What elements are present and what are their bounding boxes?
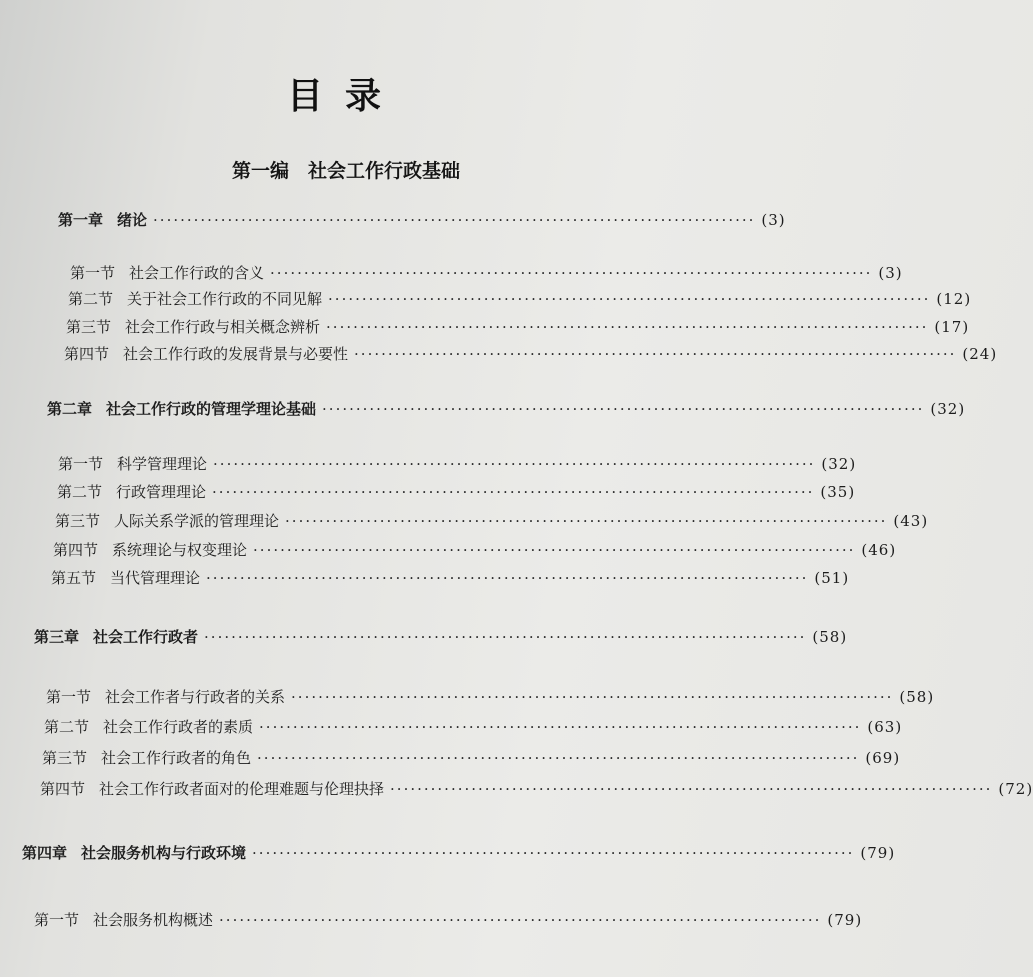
section-label: 第一节 [58, 455, 104, 473]
section-label: 第四节 [64, 345, 110, 363]
chapter-label: 第四章 [22, 844, 68, 862]
toc-section-2-5[interactable] [51, 567, 850, 589]
dot-leader: ························································································· [285, 512, 888, 530]
dot-leader: ························································································· [291, 688, 894, 706]
section-title: 科学管理理论 [117, 455, 208, 473]
page-number: (12) [936, 290, 972, 308]
chapter-title: 社会工作行政者 [93, 628, 199, 646]
section-label: 第四节 [53, 541, 99, 559]
page-number: (46) [861, 541, 897, 559]
section-label: 第一节 [70, 264, 116, 282]
page-number: (43) [893, 512, 929, 530]
toc-chapter-1[interactable] [58, 209, 786, 231]
dot-leader: ························································································· [213, 455, 816, 473]
section-label: 第二节 [57, 483, 103, 501]
dot-leader: ························································································· [219, 911, 822, 929]
toc-section-1-3[interactable] [66, 316, 970, 338]
section-title: 社会工作行政的含义 [129, 264, 265, 282]
page-number: (3) [761, 211, 786, 229]
dot-leader: ························································································· [252, 844, 855, 862]
section-title: 行政管理理论 [116, 483, 207, 501]
page-title: 目录 [286, 76, 403, 117]
chapter-title: 绪论 [117, 211, 148, 229]
toc-section-2-3[interactable] [55, 510, 929, 532]
dot-leader: ························································································· [257, 749, 860, 767]
page-number: (24) [962, 345, 998, 363]
section-title: 社会工作行政者面对的伦理难题与伦理抉择 [99, 780, 385, 798]
toc-section-3-2[interactable] [44, 716, 903, 738]
toc-section-2-1[interactable] [58, 453, 857, 475]
toc-section-3-3[interactable] [42, 747, 901, 769]
section-label: 第三节 [55, 512, 101, 530]
chapter-label: 第二章 [47, 400, 93, 418]
dot-leader: ························································································· [328, 290, 931, 308]
toc-section-2-4[interactable] [53, 539, 897, 561]
page-number: (35) [820, 483, 856, 501]
toc-chapter-4[interactable] [22, 842, 896, 864]
toc-section-2-2[interactable] [57, 481, 856, 503]
section-label: 第四节 [40, 780, 86, 798]
section-label: 第二节 [44, 718, 90, 736]
page-number: (32) [930, 400, 966, 418]
section-label: 第二节 [68, 290, 114, 308]
toc-chapter-3[interactable] [34, 626, 848, 648]
page-number: (58) [899, 688, 935, 706]
section-title: 系统理论与权变理论 [112, 541, 248, 559]
page-number: (79) [827, 911, 863, 929]
section-title: 社会工作行政者的素质 [103, 718, 254, 736]
page-number: (17) [934, 318, 970, 336]
page-number: (51) [814, 569, 850, 587]
chapter-label: 第三章 [34, 628, 80, 646]
section-title: 社会工作行政与相关概念辨析 [125, 318, 321, 336]
section-label: 第一节 [46, 688, 92, 706]
toc-section-1-4[interactable] [64, 343, 998, 365]
toc-section-1-1[interactable] [70, 262, 903, 284]
dot-leader: ························································································· [326, 318, 929, 336]
section-label: 第三节 [66, 318, 112, 336]
toc-section-1-2[interactable] [68, 288, 972, 310]
page-number: (3) [878, 264, 903, 282]
dot-leader: ························································································· [270, 264, 873, 282]
dot-leader: ························································································· [322, 400, 925, 418]
page-number: (79) [860, 844, 896, 862]
chapter-title: 社会服务机构与行政环境 [81, 844, 247, 862]
dot-leader: ························································································· [153, 211, 756, 229]
section-label: 第三节 [42, 749, 88, 767]
section-title: 人际关系学派的管理理论 [114, 512, 280, 530]
page-number: (69) [865, 749, 901, 767]
dot-leader: ························································································· [204, 628, 807, 646]
section-title: 社会工作行政的发展背景与必要性 [123, 345, 349, 363]
dot-leader: ························································································· [212, 483, 815, 501]
dot-leader: ························································································· [390, 780, 993, 798]
page-number: (72) [998, 780, 1033, 798]
toc-section-3-1[interactable] [46, 686, 935, 708]
chapter-label: 第一章 [58, 211, 104, 229]
section-title: 社会工作行政者的角色 [101, 749, 252, 767]
page-number: (32) [821, 455, 857, 473]
toc-section-3-4[interactable] [40, 778, 1033, 800]
dot-leader: ························································································· [259, 718, 862, 736]
toc-chapter-2[interactable] [47, 398, 966, 420]
page-number: (58) [812, 628, 848, 646]
part-heading: 第一编 社会工作行政基础 [231, 160, 460, 182]
page-number: (63) [867, 718, 903, 736]
section-label: 第五节 [51, 569, 97, 587]
section-title: 当代管理理论 [110, 569, 201, 587]
section-label: 第一节 [34, 911, 80, 929]
toc-section-4-1[interactable] [34, 909, 863, 931]
dot-leader: ························································································· [206, 569, 809, 587]
section-title: 关于社会工作行政的不同见解 [127, 290, 323, 308]
chapter-title: 社会工作行政的管理学理论基础 [106, 400, 317, 418]
dot-leader: ························································································· [253, 541, 856, 559]
dot-leader: ························································································· [354, 345, 957, 363]
section-title: 社会工作者与行政者的关系 [105, 688, 286, 706]
section-title: 社会服务机构概述 [93, 911, 214, 929]
